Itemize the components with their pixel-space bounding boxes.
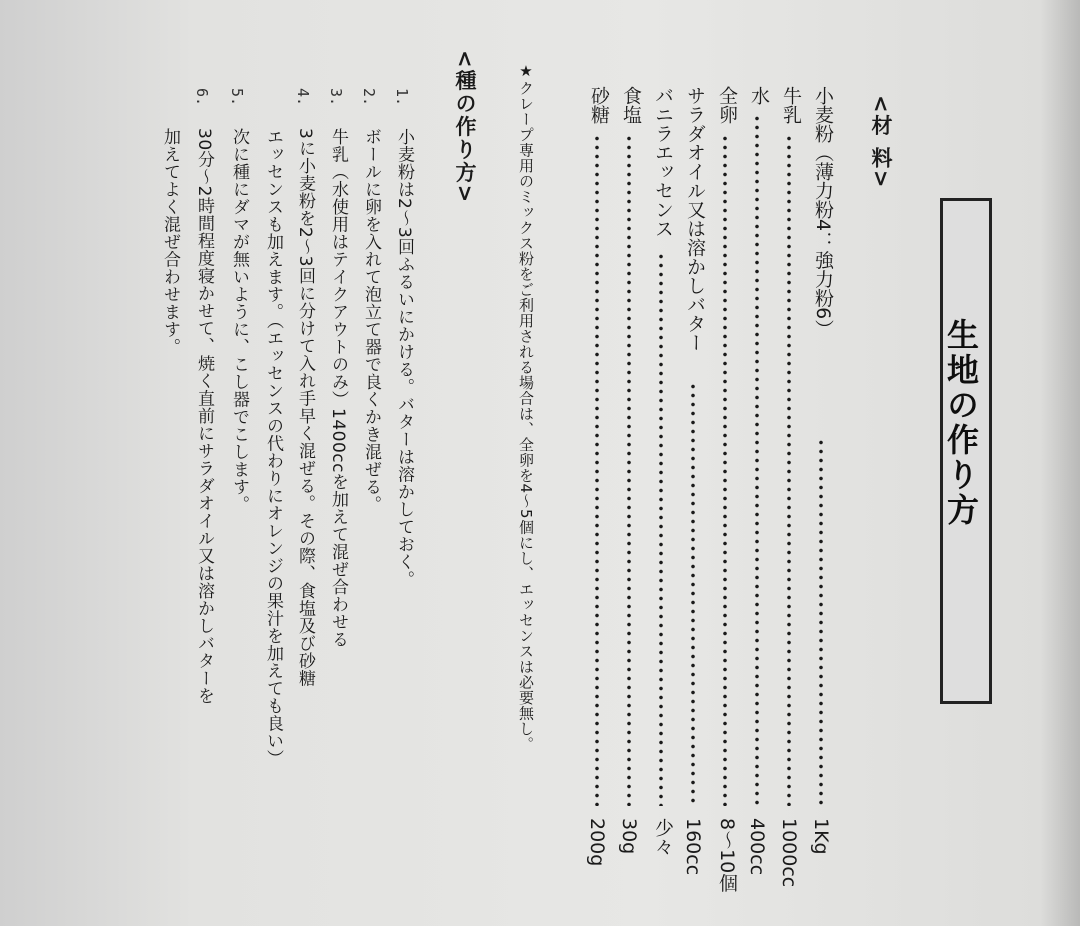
ingredient-row (746, 86, 772, 876)
ingredient-row (682, 86, 708, 876)
leader-dots (626, 134, 632, 806)
step-number: 6. (193, 88, 211, 107)
leader-dots (786, 134, 792, 806)
leader-dots (658, 252, 664, 806)
ingredient-name: 砂糖 (588, 86, 610, 124)
ingredient-row (586, 86, 612, 867)
mix-note: ★クレープ専用のミックス粉をご利用される場合は、全卵を4～5個にし、エッセンスは必要無し。 (517, 62, 535, 752)
step-number: 2. (360, 88, 378, 107)
ingredients-heading: <材 料> (869, 95, 893, 190)
step-text: ボールに卵を入れて泡立て器で良くかき混ぜる。 (361, 128, 381, 513)
step-text: 牛乳（水使用はテイクアウトのみ）1400ccを加えて混ぜ合わせる (328, 128, 348, 648)
ingredient-row (650, 86, 676, 856)
step-number: 4. (294, 88, 312, 107)
step-text-continued: エッセンスも加えます。（エッセンスの代わりにオレンジの果汁を加えても良い） (263, 128, 283, 767)
ingredient-amount: 30g (618, 818, 640, 855)
ingredient-row (714, 86, 740, 893)
method-heading: <種の作り方> (453, 50, 477, 205)
ingredient-row (618, 86, 644, 855)
ingredient-amount: 200g (586, 818, 608, 867)
ingredient-name: バニラエッセンス (652, 86, 674, 238)
step-number: 1. (393, 88, 411, 107)
leader-dots (690, 382, 696, 806)
ingredient-name: 水 (748, 86, 770, 105)
ingredient-name: 小麦粉（薄力粉4：強力粉6） (812, 86, 834, 339)
step-text: 次に種にダマが無いように、こし器でこします。 (229, 128, 249, 513)
ingredient-name: 食塩 (620, 86, 642, 124)
ingredient-name: 牛乳 (780, 86, 802, 124)
leader-dots (754, 114, 760, 806)
ingredient-name: 全卵 (716, 86, 738, 124)
ingredient-row (778, 86, 804, 888)
step-number: 3. (327, 88, 345, 107)
ingredient-name: サラダオイル又は溶かしバター (684, 86, 706, 352)
page-title: 生地の作り方 (942, 318, 980, 528)
step-text-continued: 加えてよく混ぜ合わせます。 (160, 128, 180, 356)
ingredient-amount: 1Kg (810, 818, 832, 855)
ingredient-amount: 160cc (682, 818, 704, 876)
step-number: 5. (228, 88, 246, 107)
ingredient-amount: 8～10個 (716, 818, 738, 893)
ingredient-amount: 少々 (652, 818, 674, 856)
step-text: 小麦粉は2～3回ふるいにかける。バターは溶かしておく。 (394, 128, 414, 589)
step-text: 30分～2時間程度寝かせて、焼く直前にサラダオイル又は溶かしバターを (194, 128, 214, 705)
step-text: 3に小麦粉を2～3回に分けて入れ手早く混ぜる。その際、食塩及び砂糖 (295, 128, 315, 687)
ingredient-row (810, 86, 836, 855)
page-edge-shadow (1040, 0, 1080, 926)
ingredient-amount: 1000cc (778, 818, 800, 888)
ingredient-amount: 400cc (746, 818, 768, 876)
leader-dots (594, 134, 600, 806)
leader-dots (818, 438, 824, 806)
leader-dots (722, 134, 728, 806)
